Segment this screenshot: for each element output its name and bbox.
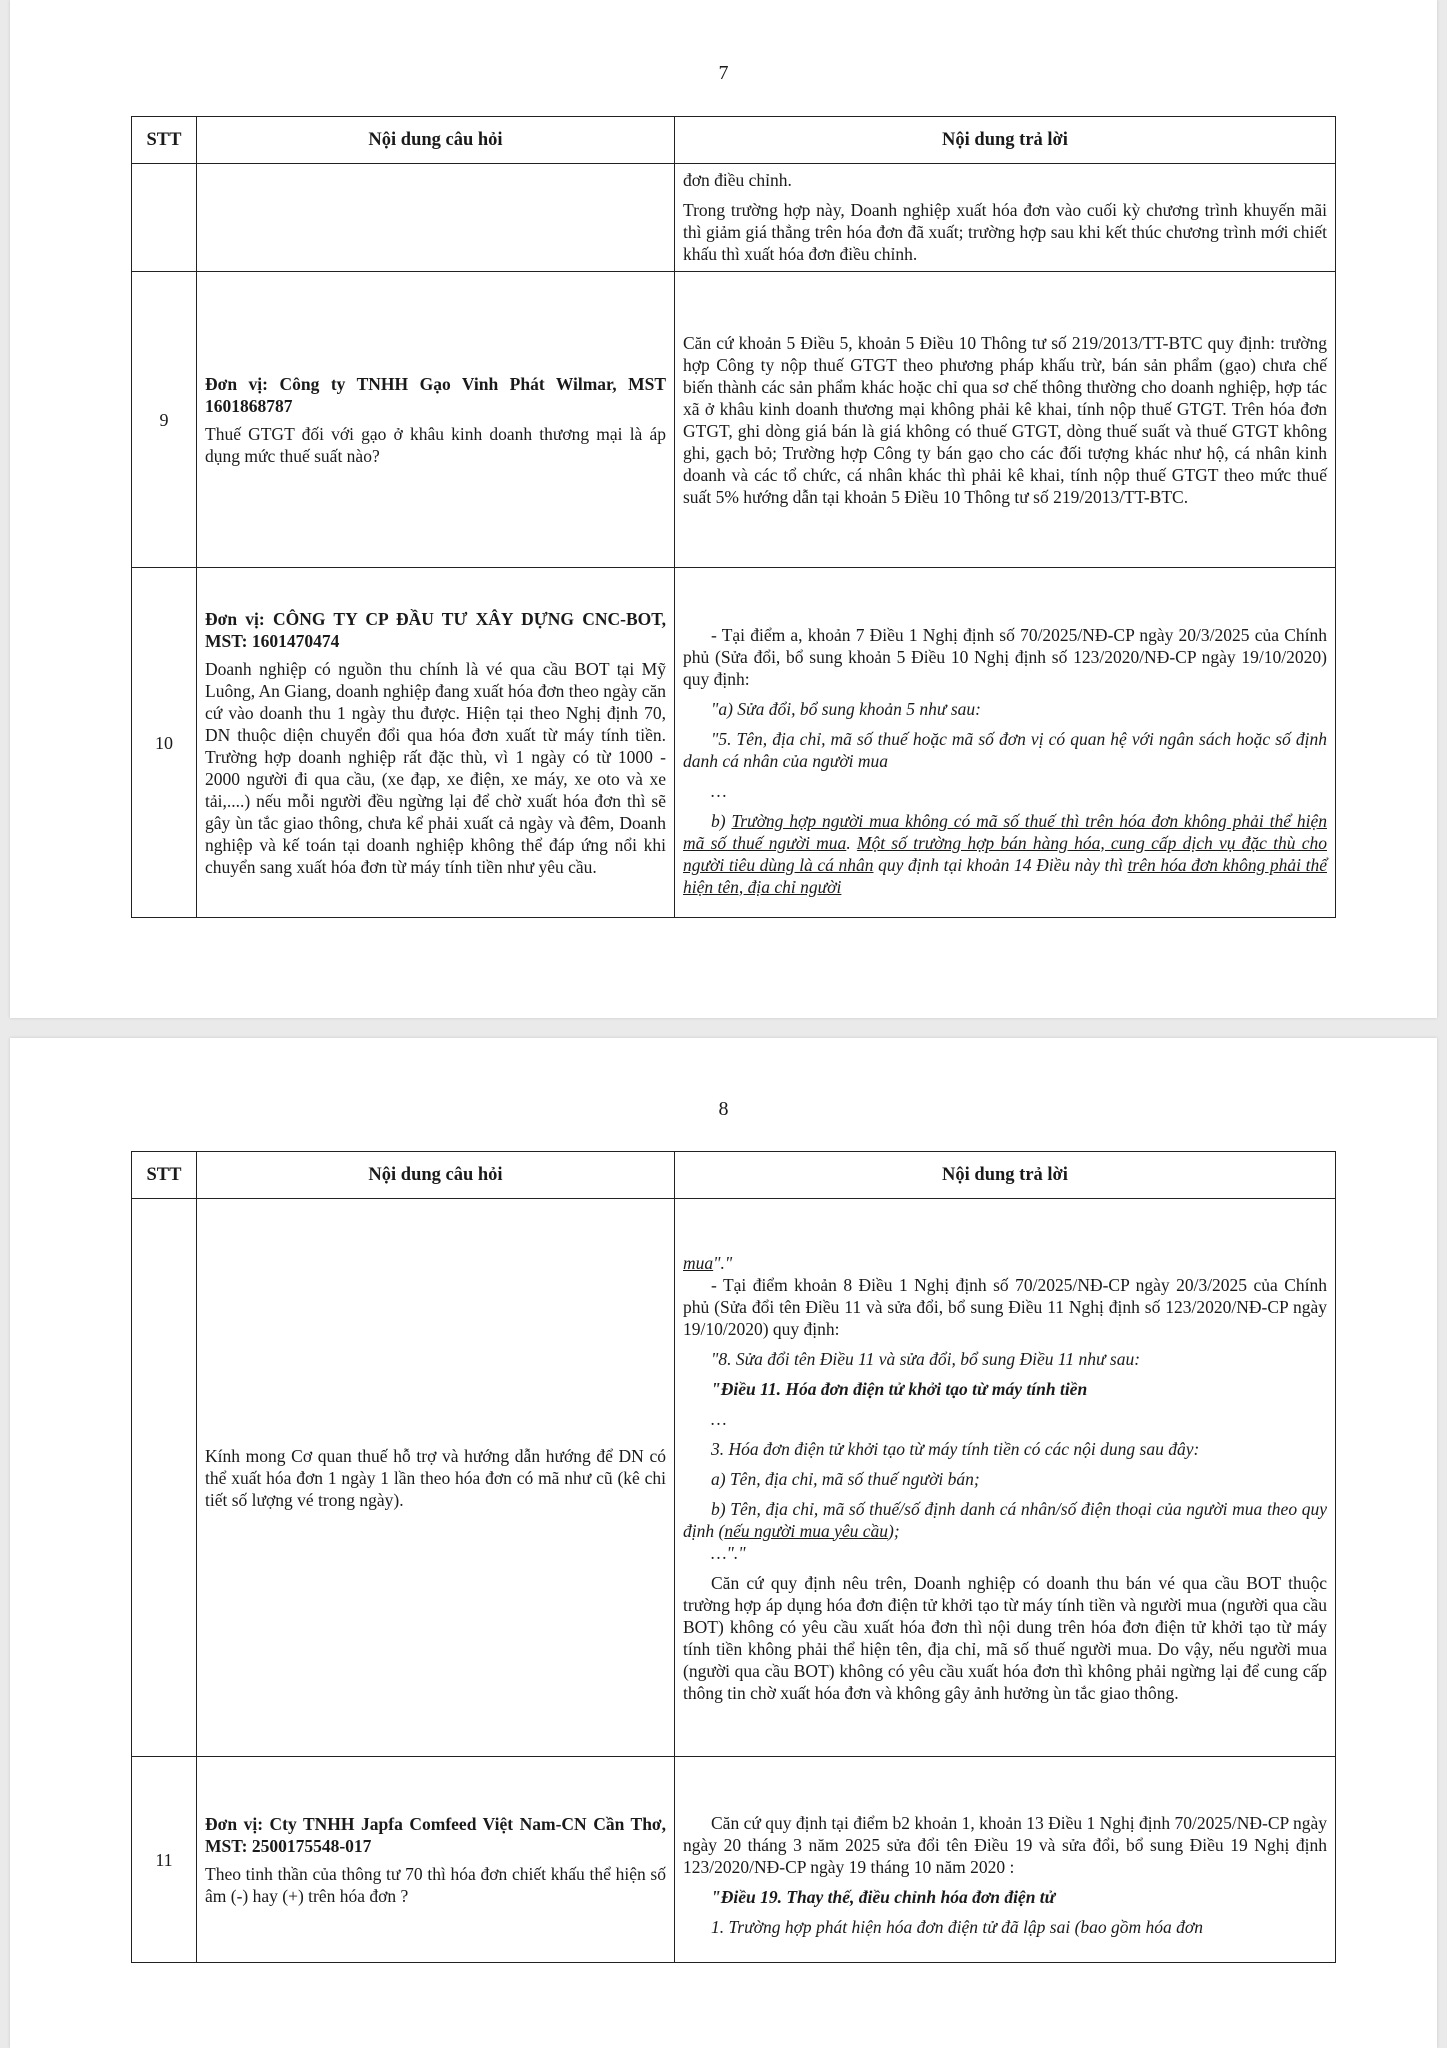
page-number: 7: [718, 62, 729, 84]
table-row: [132, 568, 1336, 918]
answer-text: b): [711, 810, 732, 831]
question-text: Doanh nghiệp có nguồn thu chính là vé qua cầu BOT tại Mỹ Luông, An Giang, doanh nghiệp đang xuất hóa đơn theo ngày căn cứ vào doanh thu 1 ngày thu được. Hiện tại theo Nghị định 70, DN thuộc diện chuyển đổi qua hóa đơn xuất từ máy tính tiền. Trường hợp doanh nghiệp rất đặc thù, vì 1 ngày có từ 1000 - 2000 người đi qua cầu, (xe đạp, xe điện, xe máy, xe oto và xe tải,....) nếu mỗi người đều ngừng lại để chờ xuất hóa đơn thì sẽ gây ùn tắc giao thông, chưa kể phải xuất cả ngày và đêm, Doanh nghiệp và kế toán tại doanh nghiệp không thể đáp ứng nổi khi chuyển sang xuất hóa đơn từ máy tính tiền như yêu cầu.: [205, 658, 666, 877]
table-header-row: [132, 117, 1336, 164]
answer-cell: [675, 568, 1336, 918]
answer-text: );: [888, 1520, 900, 1541]
qa-table: [131, 1151, 1336, 1963]
header-answer: Nội dung trả lời: [675, 1152, 1336, 1199]
table-row: [132, 272, 1336, 568]
answer-paragraph: "Điều 19. Thay thế, điều chỉnh hóa đơn điện tử: [711, 1886, 1056, 1907]
answer-paragraph: …".": [711, 1542, 746, 1563]
question-cell: [197, 272, 675, 568]
unit-name: Đơn vị: CÔNG TY CP ĐẦU TƯ XÂY DỰNG CNC-BOT, MST: 1601470474: [205, 608, 666, 651]
answer-paragraph: [683, 1498, 1327, 1542]
answer-paragraph: Căn cứ quy định nêu trên, Doanh nghiệp có doanh thu bán vé qua cầu BOT thuộc trường hợp áp dụng hóa đơn điện tử khởi tạo từ máy tính tiền và người mua (người qua cầu BOT) không có yêu cầu xuất hóa đơn thì nội dung trên hóa đơn điện tử khởi tạo từ máy tính tiền không phải thể hiện tên, địa chỉ, mã số thuế người mua. Do vậy, nếu người mua (người qua cầu BOT) không có yêu cầu xuất hóa đơn thì không phải ngừng lại để cung cấp thông tin chờ xuất hóa đơn và không gây ảnh hưởng ùn tắc giao thông.: [683, 1572, 1327, 1703]
answer-paragraph: "8. Sửa đổi tên Điều 11 và sửa đổi, bổ sung Điều 11 như sau:: [711, 1348, 1141, 1369]
answer-text: .: [846, 832, 857, 853]
question-cell: [197, 1199, 675, 1757]
answer-paragraph: 1. Trường hợp phát hiện hóa đơn điện tử đã lập sai (bao gồm hóa đơn: [711, 1916, 1204, 1937]
answer-paragraph: đơn điều chỉnh.: [683, 169, 792, 190]
answer-paragraph: Trong trường hợp này, Doanh nghiệp xuất hóa đơn vào cuối kỳ chương trình khuyến mãi thì giảm giá thẳng trên hóa đơn đã xuất; trường hợp sau khi kết thúc chương trình mới chiết khấu thì xuất hóa đơn điều chỉnh.: [683, 199, 1327, 264]
question-cell: [197, 568, 675, 918]
stt-cell: 10: [132, 568, 197, 918]
answer-paragraph: …: [711, 1408, 727, 1429]
answer-cell: [675, 164, 1336, 272]
answer-paragraph: 3. Hóa đơn điện tử khởi tạo từ máy tính tiền có các nội dung sau đây:: [711, 1438, 1200, 1459]
stt-cell: 11: [132, 1757, 197, 1963]
underlined-text: Trường hợp người mua không có mã số thuế thì trên hóa đơn không phải thể hiện mã số thuế người mua: [683, 810, 1327, 853]
unit-name: Đơn vị: Cty TNHH Japfa Comfeed Việt Nam-CN Cần Thơ, MST: 2500175548-017: [205, 1813, 666, 1856]
question-text: Kính mong Cơ quan thuế hỗ trợ và hướng dẫn hướng để DN có thể xuất hóa đơn 1 ngày 1 lần theo hóa đơn có mã như cũ (kê chi tiết số lượng vé trong ngày).: [205, 1445, 666, 1510]
answer-text: ".": [713, 1252, 733, 1273]
answer-paragraph: Căn cứ khoản 5 Điều 5, khoản 5 Điều 10 Thông tư số 219/2013/TT-BTC quy định: trường hợp Công ty nộp thuế GTGT theo phương pháp khấu trừ, bán sản phẩm (gạo) chưa chế biến thành các sản phẩm khác hoặc chỉ qua sơ chế thông thường cho doanh nghiệp, hợp tác xã ở khâu kinh doanh thương mại không phải kê khai, tính nộp thuế GTGT. Trên hóa đơn GTGT, ghi dòng giá bán là giá không có thuế GTGT, dòng thuế suất và thuế GTGT không ghi, gạch bỏ; Trường hợp Công ty bán gạo cho các đối tượng khác như hộ, cá nhân kinh doanh và các tổ chức, cá nhân khác thì phải kê khai, tính nộp thuế GTGT theo mức thuế suất 5% hướng dẫn tại khoản 5 Điều 10 Thông tư số 219/2013/TT-BTC.: [683, 332, 1327, 507]
table-header-row: [132, 1152, 1336, 1199]
question-text: Theo tinh thần của thông tư 70 thì hóa đơn chiết khấu thể hiện số âm (-) hay (+) trên hóa đơn ?: [205, 1863, 666, 1906]
answer-text: b) Tên, địa chỉ, mã số thuế/số định danh cá nhân/số điện thoại của người mua theo quy định (: [683, 1498, 1327, 1541]
table-row: [132, 164, 1336, 272]
question-cell: [197, 164, 675, 272]
answer-paragraph: "5. Tên, địa chỉ, mã số thuế hoặc mã số đơn vị có quan hệ với ngân sách hoặc số định danh cá nhân của người mua: [683, 728, 1327, 771]
answer-paragraph: …: [711, 780, 727, 801]
document-page-8: [10, 1038, 1437, 2048]
answer-paragraph: - Tại điểm khoản 8 Điều 1 Nghị định số 70/2025/NĐ-CP ngày 20/3/2025 của Chính phủ (Sửa đổi tên Điều 11 và sửa đổi, bổ sung Điều 11 Nghị định số 123/2020/NĐ-CP ngày 19/10/2020) quy định:: [683, 1274, 1327, 1339]
answer-text: quy định tại khoản 14 Điều này thì: [873, 854, 1128, 875]
answer-paragraph: "Điều 11. Hóa đơn điện tử khởi tạo từ máy tính tiền: [711, 1378, 1088, 1399]
header-answer: Nội dung trả lời: [675, 117, 1336, 164]
header-stt: STT: [132, 117, 197, 164]
header-question: Nội dung câu hỏi: [197, 1152, 675, 1199]
answer-cell: [675, 1199, 1336, 1757]
answer-cell: [675, 272, 1336, 568]
unit-name: Đơn vị: Công ty TNHH Gạo Vinh Phát Wilmar, MST 1601868787: [205, 373, 666, 416]
table-row: [132, 1757, 1336, 1963]
document-page-7: [10, 0, 1437, 1018]
qa-table: [131, 116, 1336, 918]
underlined-text: trên hóa đơn không phải thể hiện tên, địa chỉ người: [683, 854, 1327, 897]
answer-paragraph: a) Tên, địa chỉ, mã số thuế người bán;: [711, 1468, 980, 1489]
underlined-text: Một số trường hợp bán hàng hóa, cung cấp dịch vụ đặc thù cho người tiêu dùng là cá nhân: [683, 832, 1327, 875]
answer-paragraph: "a) Sửa đổi, bổ sung khoản 5 như sau:: [711, 698, 981, 719]
answer-paragraph: [683, 1252, 1327, 1274]
header-question: Nội dung câu hỏi: [197, 117, 675, 164]
question-text: Thuế GTGT đối với gạo ở khâu kinh doanh thương mại là áp dụng mức thuế suất nào?: [205, 423, 666, 466]
page-number: 8: [718, 1098, 729, 1120]
answer-paragraph: Căn cứ quy định tại điểm b2 khoản 1, khoản 13 Điều 1 Nghị định 70/2025/NĐ-CP ngày ngày 20 tháng 3 năm 2025 sửa đổi tên Điều 19 và sửa đổi, bổ sung Điều 19 Nghị định 123/2020/NĐ-CP ngày 19 tháng 10 năm 2020 :: [683, 1812, 1327, 1877]
stt-cell: [132, 1199, 197, 1757]
underlined-text: nếu người mua yêu cầu: [724, 1520, 889, 1541]
stt-cell: [132, 164, 197, 272]
question-cell: [197, 1757, 675, 1963]
answer-paragraph: - Tại điểm a, khoản 7 Điều 1 Nghị định số 70/2025/NĐ-CP ngày 20/3/2025 của Chính phủ (Sửa đổi, bổ sung khoản 5 Điều 10 Nghị định số 123/2020/NĐ-CP ngày 19/10/2020) quy định:: [683, 624, 1327, 689]
header-stt: STT: [132, 1152, 197, 1199]
table-row: [132, 1199, 1336, 1757]
answer-paragraph: [683, 810, 1327, 898]
underlined-text: mua: [683, 1252, 714, 1273]
answer-cell: [675, 1757, 1336, 1963]
stt-cell: 9: [132, 272, 197, 568]
